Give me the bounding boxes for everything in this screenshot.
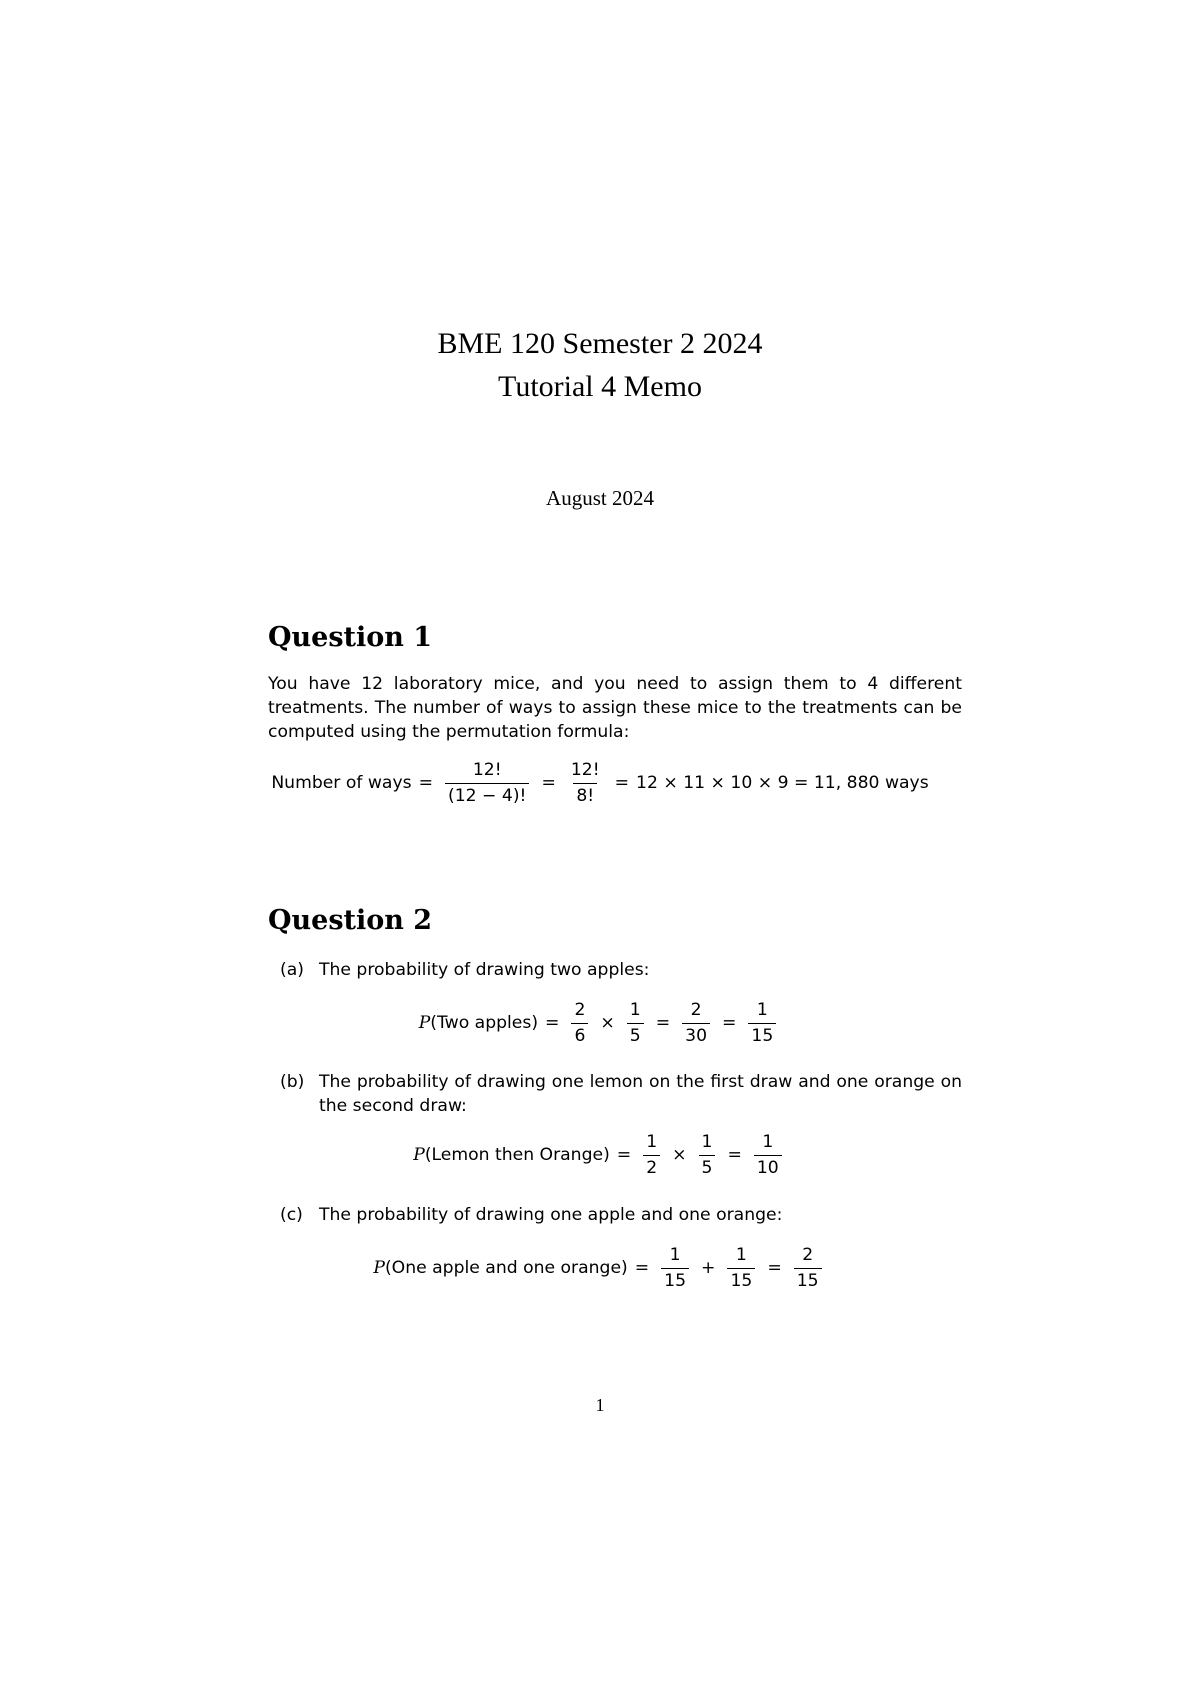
title-line-2: Tutorial 4 Memo	[498, 370, 702, 403]
eq2a-fraction-1: $\frac{2}{6}$	[571, 1000, 588, 1046]
eq1-fraction-2: $\frac{12!}{8!}$	[570, 760, 600, 806]
eq2b-fraction-1: $\frac{1}{2}$	[643, 1132, 660, 1178]
question-1-equation: Number of ways = $\frac{12!}{(12 - 4)!}$ = $\frac{12!}{8!}$ = 12 × 11 × 10 × 9 = 11, 880 ways	[271, 760, 929, 806]
part-text: The probability of drawing one lemon on the first draw and one orange on the second draw:	[319, 1072, 962, 1116]
eq2a-fraction-4: $\frac{1}{15}$	[748, 1000, 776, 1046]
question-2c-equation: P (One apple and one orange) = $\frac{1}{15}$ + $\frac{1}{15}$ = $\frac{2}{15}$	[0, 1245, 1200, 1291]
part-marker: (c)	[280, 1205, 303, 1225]
part-marker: (b)	[280, 1072, 305, 1092]
part-text: The probability of drawing one apple and one orange:	[319, 1205, 783, 1225]
page-number: 1	[595, 1395, 605, 1415]
eq1-fraction-1: $\frac{12!}{(12 - 4)!}$	[445, 760, 529, 806]
eq2b-fraction-2: $\frac{1}{5}$	[699, 1132, 716, 1178]
question-1-text: You have 12 laboratory mice, and you need to assign them to 4 different treatments. The number of ways to assign these mice to the treatments can be computed using the permutation formula:	[268, 674, 962, 742]
eq2a-fraction-2: $\frac{1}{5}$	[627, 1000, 644, 1046]
document-title	[0, 322, 1200, 408]
eq2c-fraction-2: $\frac{1}{15}$	[727, 1245, 755, 1291]
part-marker: (a)	[280, 960, 304, 980]
eq2a-fraction-3: $\frac{2}{30}$	[682, 1000, 710, 1046]
eq1-rhs: 12 × 11 × 10 × 9 = 11, 880 ways	[636, 773, 929, 794]
eq2b-fraction-3: $\frac{1}{10}$	[754, 1132, 782, 1178]
document-date: August 2024	[546, 486, 654, 510]
question-1-heading: Question 1	[268, 622, 433, 653]
question-2b-equation: P (Lemon then Orange) = $\frac{1}{2}$ × $\frac{1}{5}$ = $\frac{1}{10}$	[0, 1132, 1200, 1178]
question-2-heading: Question 2	[268, 905, 433, 936]
eq2c-fraction-3: $\frac{2}{15}$	[794, 1245, 822, 1291]
part-text: The probability of drawing two apples:	[319, 960, 650, 980]
eq2c-fraction-1: $\frac{1}{15}$	[661, 1245, 689, 1291]
question-2a-equation: P (Two apples) = $\frac{2}{6}$ × $\frac{1}{5}$ = $\frac{2}{30}$ = $\frac{1}{15}$	[0, 1000, 1200, 1046]
eq1-lhs: Number of ways	[271, 773, 412, 794]
title-line-1: BME 120 Semester 2 2024	[437, 327, 763, 360]
